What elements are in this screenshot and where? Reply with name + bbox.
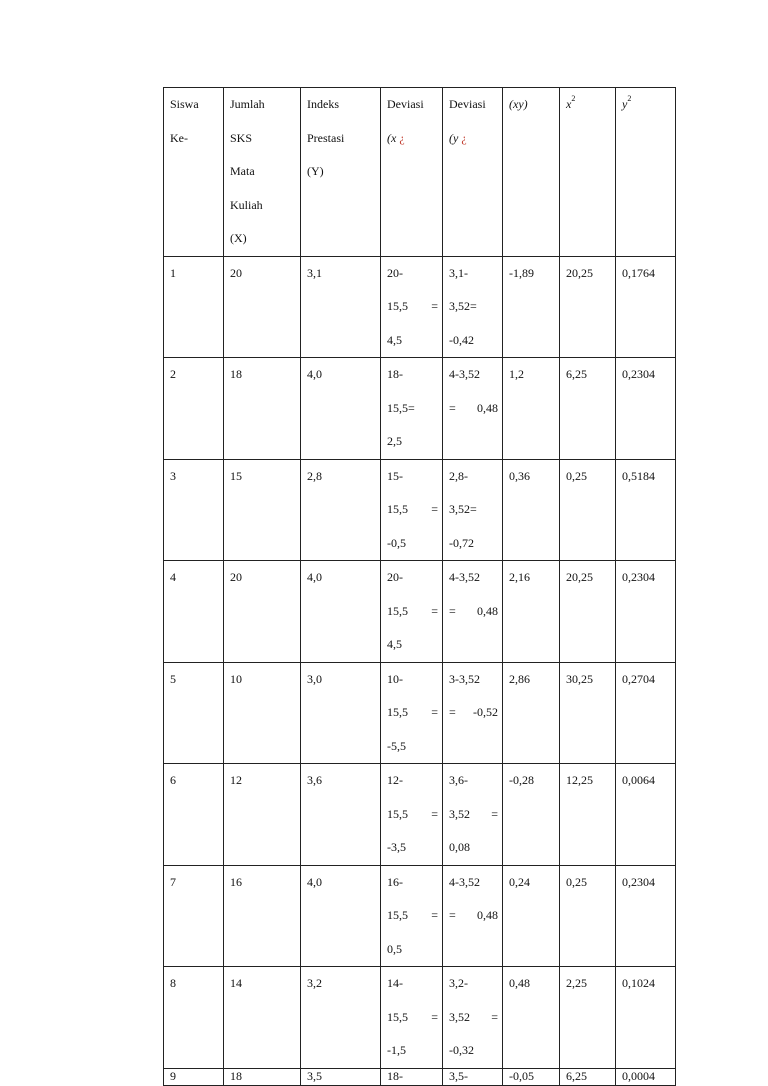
cell-deviasi-x-line: 0,5 <box>387 941 402 956</box>
table-row <box>164 561 676 663</box>
cell-x-squared: 0,25 <box>560 459 616 561</box>
cell-jumlah-sks: 16 <box>224 865 301 967</box>
table-row <box>164 764 676 866</box>
cell-deviasi-x-line: -1,5 <box>387 1043 406 1057</box>
cell-deviasi-x-line: 18- <box>387 367 403 381</box>
cell-deviasi-y-line: 3,1- <box>449 265 468 280</box>
cell-deviasi-y <box>443 662 503 764</box>
cell-jumlah-sks: 14 <box>224 967 301 1069</box>
cell-deviasi-x <box>381 865 443 967</box>
cell-deviasi-y <box>443 764 503 866</box>
cell-jumlah-sks: 15 <box>224 459 301 561</box>
cell-deviasi-x-line: 20- <box>387 265 403 280</box>
cell-deviasi-y-line: 3,6- <box>449 773 468 787</box>
header-xy: (xy) <box>503 88 560 257</box>
cell-jumlah-sks: 18 <box>224 358 301 460</box>
cell-deviasi-y <box>443 358 503 460</box>
cell-jumlah-sks: 18 <box>224 1068 301 1085</box>
cell-deviasi-x-line: 15- <box>387 468 403 483</box>
table-row <box>164 256 676 358</box>
cell-deviasi-y-line: 0,08 <box>449 840 470 854</box>
cell-deviasi-y-line: -0,42 <box>449 332 474 347</box>
cell-deviasi-x <box>381 358 443 460</box>
cell-deviasi-x <box>381 764 443 866</box>
header-deviasi-x: Deviasi (x ¿ <box>381 88 443 257</box>
cell-x-squared: 30,25 <box>560 662 616 764</box>
cell-deviasi-x-line: 14- <box>387 976 403 990</box>
cell-deviasi-x-line: -0,5 <box>387 535 406 550</box>
cell-xy: -1,89 <box>503 256 560 358</box>
cell-xy: 2,86 <box>503 662 560 764</box>
cell-indeks-prestasi: 4,0 <box>301 358 381 460</box>
cell-xy: 2,16 <box>503 561 560 663</box>
cell-deviasi-x-line: 15,5 = <box>387 502 438 516</box>
cell-siswa-ke: 3 <box>164 459 224 561</box>
cell-indeks-prestasi: 3,2 <box>301 967 381 1069</box>
cell-siswa-ke: 5 <box>164 662 224 764</box>
cell-deviasi-x-line: 10- <box>387 671 403 686</box>
table-row <box>164 662 676 764</box>
cell-deviasi-y-line: = 0,48 <box>449 400 498 415</box>
cell-deviasi-x-line: 18- <box>387 1068 403 1083</box>
cell-deviasi-x <box>381 256 443 358</box>
header-siswa: Siswa Ke- <box>164 88 224 257</box>
cell-deviasi-y <box>443 256 503 358</box>
cell-deviasi-y <box>443 459 503 561</box>
cell-jumlah-sks: 20 <box>224 561 301 663</box>
header-jumlah-sks: Jumlah SKS Mata Kuliah (X) <box>224 88 301 257</box>
cell-deviasi-x <box>381 459 443 561</box>
cell-deviasi-y-line: 4-3,52 <box>449 570 480 584</box>
cell-deviasi-x <box>381 1068 443 1085</box>
cell-deviasi-y-line: -0,72 <box>449 535 474 550</box>
cell-deviasi-y-line: 3,52 = <box>449 1009 498 1024</box>
header-row <box>164 88 676 257</box>
cell-deviasi-x <box>381 561 443 663</box>
cell-siswa-ke: 9 <box>164 1068 224 1085</box>
cell-siswa-ke: 7 <box>164 865 224 967</box>
cell-siswa-ke: 8 <box>164 967 224 1069</box>
cell-deviasi-y-line: 3,2- <box>449 976 468 990</box>
cell-deviasi-x-line: 4,5 <box>387 332 402 347</box>
cell-jumlah-sks: 20 <box>224 256 301 358</box>
table-row <box>164 967 676 1069</box>
table-row <box>164 459 676 561</box>
cell-deviasi-x-line: 15,5 = <box>387 908 438 922</box>
cell-xy: 1,2 <box>503 358 560 460</box>
header-deviasi-y: Deviasi (y ¿ <box>443 88 503 257</box>
cell-jumlah-sks: 10 <box>224 662 301 764</box>
cell-deviasi-y-line: 3-3,52 <box>449 671 480 686</box>
cell-deviasi-y-line: 4-3,52 <box>449 367 480 381</box>
cell-xy: -0,05 <box>503 1068 560 1085</box>
cell-indeks-prestasi: 2,8 <box>301 459 381 561</box>
cell-indeks-prestasi: 3,5 <box>301 1068 381 1085</box>
cell-deviasi-x-line: 20- <box>387 570 403 584</box>
cell-xy: 0,36 <box>503 459 560 561</box>
cell-indeks-prestasi: 3,0 <box>301 662 381 764</box>
cell-deviasi-y-line: 2,8- <box>449 468 468 483</box>
header-indeks-prestasi: Indeks Prestasi (Y) <box>301 88 381 257</box>
cell-deviasi-y-line: = 0,48 <box>449 603 498 618</box>
cell-indeks-prestasi: 4,0 <box>301 865 381 967</box>
cell-x-squared: 12,25 <box>560 764 616 866</box>
cell-deviasi-y <box>443 967 503 1069</box>
cell-indeks-prestasi: 3,6 <box>301 764 381 866</box>
cell-siswa-ke: 2 <box>164 358 224 460</box>
cell-deviasi-x-line: -3,5 <box>387 840 406 854</box>
table-row <box>164 865 676 967</box>
cell-deviasi-y <box>443 1068 503 1085</box>
cell-deviasi-x-line: -5,5 <box>387 738 406 753</box>
cell-deviasi-x-line: 15,5 = <box>387 705 438 719</box>
cell-jumlah-sks: 12 <box>224 764 301 866</box>
cell-deviasi-x <box>381 967 443 1069</box>
cell-deviasi-x-line: 15,5 = <box>387 1009 438 1024</box>
cell-xy: -0,28 <box>503 764 560 866</box>
cell-deviasi-x-line: 2,5 <box>387 434 402 448</box>
cell-deviasi-x-line: 15,5 = <box>387 299 438 313</box>
cell-deviasi-x-line: 15,5 = <box>387 603 438 618</box>
cell-indeks-prestasi: 4,0 <box>301 561 381 663</box>
cell-deviasi-y <box>443 865 503 967</box>
header-y-squared: $y^2$ <box>616 88 676 257</box>
cell-deviasi-y-line: 4-3,52 <box>449 874 480 889</box>
cell-y-squared: 0,2304 <box>616 358 676 460</box>
cell-deviasi-y-line: 3,52 = <box>449 806 498 821</box>
cell-deviasi-y-line: 3,5- <box>449 1068 468 1083</box>
table-row <box>164 358 676 460</box>
cell-deviasi-x-line: 12- <box>387 773 403 787</box>
cell-y-squared: 0,2704 <box>616 662 676 764</box>
cell-siswa-ke: 4 <box>164 561 224 663</box>
cell-siswa-ke: 6 <box>164 764 224 866</box>
cell-indeks-prestasi: 3,1 <box>301 256 381 358</box>
cell-deviasi-x-line: 4,5 <box>387 637 402 651</box>
cell-x-squared: 20,25 <box>560 256 616 358</box>
cell-y-squared: 0,0004 <box>616 1068 676 1085</box>
cell-deviasi-y <box>443 561 503 663</box>
data-table <box>163 87 676 1086</box>
header-x-squared: $x^2$ <box>560 88 616 257</box>
cell-deviasi-y-line: 3,52= <box>449 502 477 516</box>
cell-deviasi-y-line: 3,52= <box>449 299 477 313</box>
cell-y-squared: 0,2304 <box>616 561 676 663</box>
cell-deviasi-x <box>381 662 443 764</box>
cell-y-squared: 0,2304 <box>616 865 676 967</box>
cell-y-squared: 0,1764 <box>616 256 676 358</box>
cell-y-squared: 0,1024 <box>616 967 676 1069</box>
cell-deviasi-x-line: 15,5 = <box>387 806 438 821</box>
cell-x-squared: 20,25 <box>560 561 616 663</box>
cell-y-squared: 0,0064 <box>616 764 676 866</box>
cell-deviasi-y-line: = 0,48 <box>449 908 498 922</box>
cell-x-squared: 6,25 <box>560 358 616 460</box>
table-row <box>164 1068 676 1085</box>
cell-x-squared: 0,25 <box>560 865 616 967</box>
cell-deviasi-x-line: 15,5= <box>387 400 415 415</box>
cell-deviasi-x-line: 16- <box>387 874 403 889</box>
cell-xy: 0,48 <box>503 967 560 1069</box>
cell-x-squared: 2,25 <box>560 967 616 1069</box>
cell-deviasi-y-line: = -0,52 <box>449 705 498 719</box>
cell-xy: 0,24 <box>503 865 560 967</box>
cell-siswa-ke: 1 <box>164 256 224 358</box>
cell-deviasi-y-line: -0,32 <box>449 1043 474 1057</box>
cell-y-squared: 0,5184 <box>616 459 676 561</box>
cell-x-squared: 6,25 <box>560 1068 616 1085</box>
